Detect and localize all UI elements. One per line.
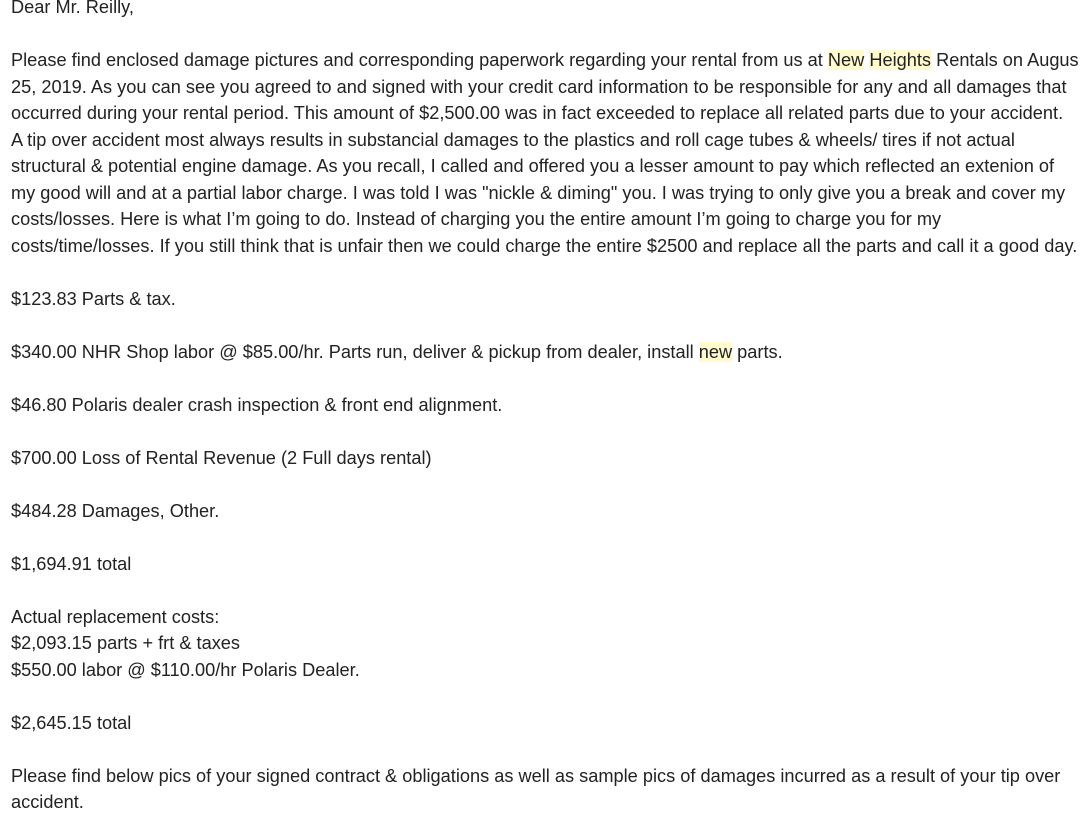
text-run: Rentals on Augus [931,50,1079,70]
salutation: Dear Mr. Reilly, [11,0,134,17]
spacer [11,312,1080,339]
spacer [11,683,1080,710]
paragraph-line: my good will and at a partial labor charge. I was told I was "nickle & diming" you. I was trying to only give you a break and cover my [11,182,1066,203]
charge-parts: $123.83 Parts & tax. [11,288,176,309]
charge-rental-revenue: $700.00 Loss of Rental Revenue (2 Full days rental) [11,447,432,468]
spacer [11,577,1080,604]
text-run: $340.00 NHR Shop labor @ $85.00/hr. Parts run, deliver & pickup from dealer, install [11,341,699,362]
closing-line: accident. [11,792,84,812]
actual-labor: $550.00 labor @ $110.00/hr Polaris Dealer. [11,659,360,680]
spacer [11,736,1080,763]
actual-costs-heading: Actual replacement costs: [11,606,220,627]
spacer [11,471,1080,498]
charge-shop-labor [11,339,1080,366]
paragraph-line: structural & potential engine damage. As you recall, I called and offered you a lesser amount to pay which reflected an extenion of [11,156,1055,176]
highlighted-company-word: New [827,50,865,70]
spacer [11,21,1080,48]
email-body [11,0,1080,816]
paragraph-line: 25, 2019. As you can see you agreed to and signed with your credit card information to be responsible for any and all damages that [11,76,1067,97]
actual-parts: $2,093.15 parts + frt & taxes [11,633,240,653]
highlighted-word: new [698,341,733,362]
highlighted-company-word: Heights [869,50,932,70]
spacer [11,418,1080,445]
text-run: Please find enclosed damage pictures and corresponding paperwork regarding your rental from us at [11,50,828,70]
closing-line: Please find below pics of your signed contract & obligations as well as sample pics of damages incurred as a result of your tip over [11,765,1061,786]
paragraph-intro [11,47,1080,259]
actual-total: $2,645.15 total [11,712,132,733]
paragraph-line: occurred during your rental period. This amount of $2,500.00 was in fact exceeded to replace all related parts due to your accident. [11,103,1064,123]
paragraph-line [11,47,1080,74]
paragraph-line: costs/losses. Here is what I’m going to do. Instead of charging you the entire amount I’m going to charge you for my [11,209,942,229]
charge-dealer-inspection: $46.80 Polaris dealer crash inspection & front end alignment. [11,394,503,415]
paragraph-line: A tip over accident most always results in substancial damages to the plastics and roll cage tubes & wheels/ tires if not actual [11,129,1015,150]
charge-damages-other: $484.28 Damages, Other. [11,500,220,521]
spacer [11,259,1080,286]
text-run: parts. [732,341,783,362]
charges-total: $1,694.91 total [11,553,132,574]
spacer [11,365,1080,392]
spacer [11,524,1080,551]
paragraph-line: costs/time/losses. If you still think that is unfair then we could charge the entire $2500 and replace all the parts and call it a good day. [11,235,1078,256]
